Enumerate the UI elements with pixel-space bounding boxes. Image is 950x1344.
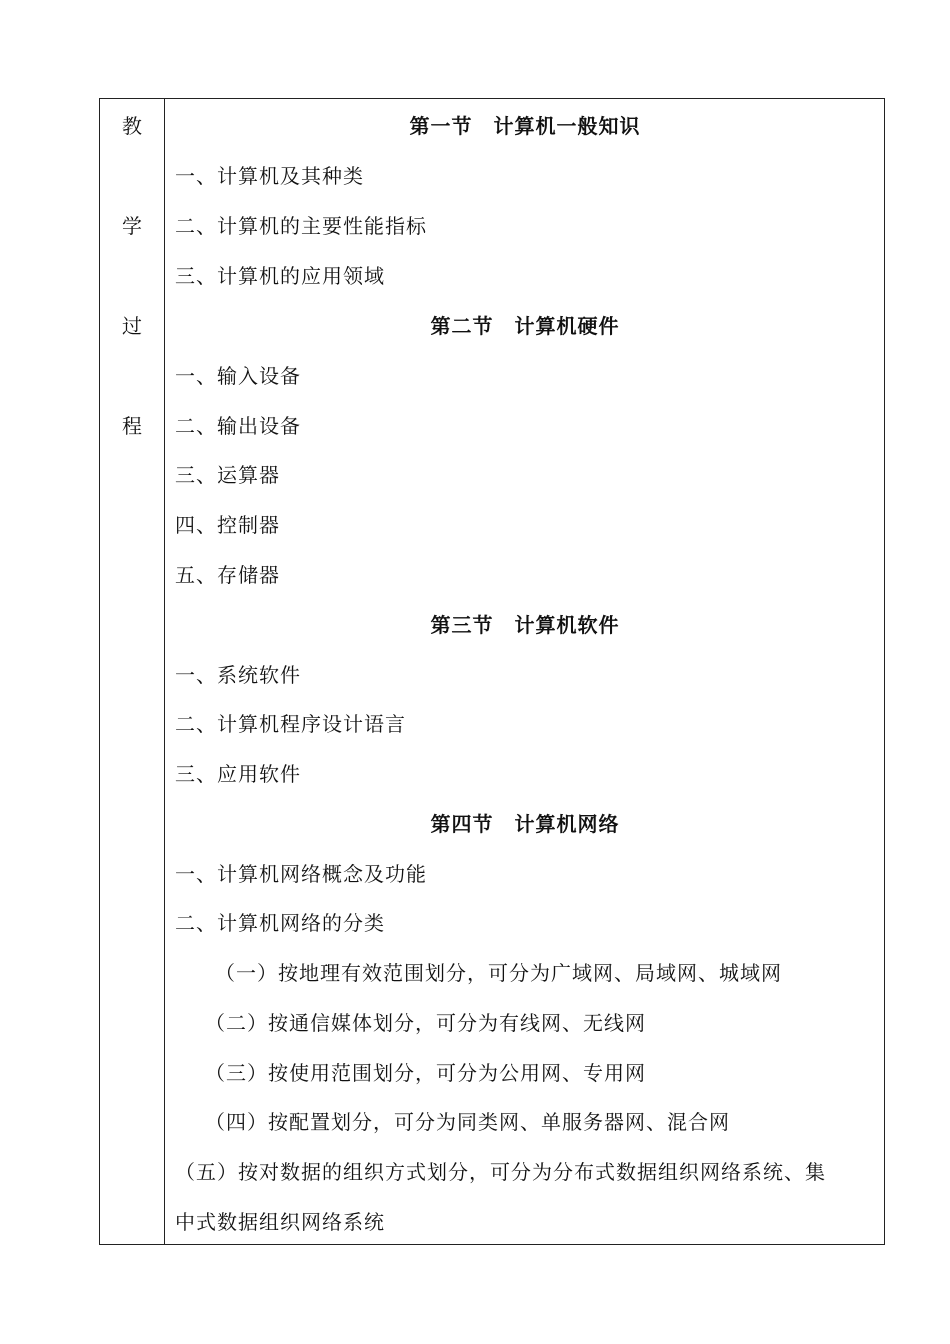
list-item: 中式数据组织网络系统 xyxy=(175,1210,385,1234)
list-item: 三、计算机的应用领域 xyxy=(175,264,385,288)
list-subitem: （三）按使用范围划分，可分为公用网、专用网 xyxy=(205,1061,646,1085)
list-item: 一、计算机网络概念及功能 xyxy=(175,862,427,886)
section-heading: 第四节 计算机网络 xyxy=(430,812,620,836)
label-char-guo: 过 xyxy=(122,314,142,338)
section-heading: 第三节 计算机软件 xyxy=(430,613,620,637)
section-label-column xyxy=(100,99,165,1244)
list-subitem: （一）按地理有效范围划分，可分为广域网、局域网、城域网 xyxy=(215,961,782,985)
list-item: 三、应用软件 xyxy=(175,762,301,786)
list-item: 二、计算机网络的分类 xyxy=(175,911,385,935)
section-heading: 第一节 计算机一般知识 xyxy=(409,114,641,138)
label-char-jiao: 教 xyxy=(122,114,142,138)
list-item: 三、运算器 xyxy=(175,463,280,487)
list-item: 一、计算机及其种类 xyxy=(175,164,364,188)
label-char-cheng: 程 xyxy=(122,414,142,438)
lesson-table xyxy=(99,98,885,1245)
list-subitem: （四）按配置划分，可分为同类网、单服务器网、混合网 xyxy=(205,1110,730,1134)
list-item: 一、系统软件 xyxy=(175,663,301,687)
list-item: 四、控制器 xyxy=(175,513,280,537)
content-column xyxy=(165,99,884,1244)
list-item: 二、计算机程序设计语言 xyxy=(175,712,406,736)
label-char-xue: 学 xyxy=(122,214,142,238)
section-heading: 第二节 计算机硬件 xyxy=(430,314,620,338)
list-item: 二、计算机的主要性能指标 xyxy=(175,214,427,238)
list-subitem: （二）按通信媒体划分，可分为有线网、无线网 xyxy=(205,1011,646,1035)
list-item: 五、存储器 xyxy=(175,563,280,587)
list-item: （五）按对数据的组织方式划分，可分为分布式数据组织网络系统、集 xyxy=(175,1160,826,1184)
list-item: 二、输出设备 xyxy=(175,414,301,438)
list-item: 一、输入设备 xyxy=(175,364,301,388)
